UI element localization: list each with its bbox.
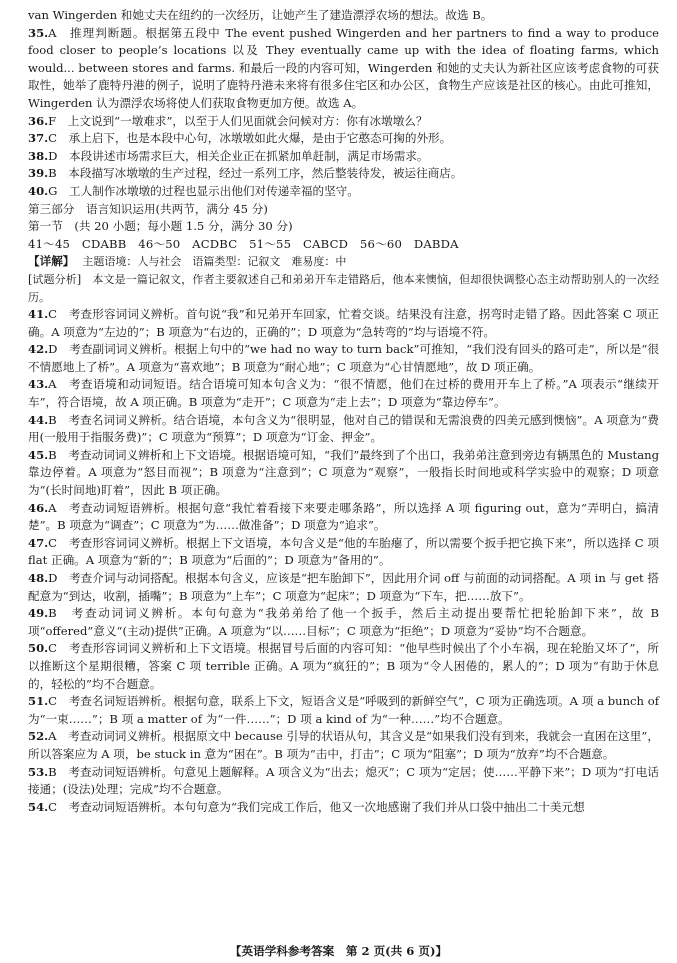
cloze-answer-text: A 考查动词短语辨析。根据句意“我忙着看接下来要走哪条路”，所以选择 A 项 figuring out，意为“弄明白，搞清楚”。B 项意为“调查”；C 项意为“为……做准备”；D 项意为“追求”。 [28,500,659,533]
cloze-answer-item [28,412,659,447]
reading-answer-text: B 本段描写冰墩墩的生产过程，经过一系列工序，然后整装待发，被运往商店。 [48,166,463,181]
cloze-answer-number: 54. [28,799,49,814]
cloze-answer-number: 53. [28,764,49,779]
cloze-answer-item [28,728,659,763]
page-content [28,7,659,816]
cloze-answer-text: D 考查介词与动词搭配。根据本句含义，应该是“把车胎卸下”，因此用介词 off 与前面的动词搭配。A 项 in 与 get 搭配意为“到达，收割，插嘴”；B 项意为“上车”；C 项意为“起床”；D 项意为“下车，把……放下”。 [28,571,659,603]
reading-answer-item [28,148,659,166]
cloze-answer-text: A 考查动词词义辨析。根据原文中 because 引导的状语从句，其含义是“如果我们没有到来，我就会一直困在这里”，所以答案应为 A 项，be stuck in 意为“困在”。B 项为“击中，打击”；C 项为“阻塞”；D 项为“放弃”均不合题意。 [28,729,659,761]
cloze-answer-text: C 考查形容词词义辨析和上下文语境。根据冒号后面的内容可知：“他早些时候出了个小车祸，现在轮胎又坏了”，所以推断这个星期很糟，答案 C 项 terrible 正确。A 项为“疯狂的”；B 项为“令人困倦的，累人的”；D 项为“有助于休息的，轻松的”均不合题意。 [28,641,659,691]
cloze-answer-number: 42. [28,342,49,357]
cloze-answer-item [28,306,659,341]
reading-answer-text: D 本段讲述市场需求巨大，相关企业正在抓紧加单赶制，满足市场需求。 [48,148,429,163]
cloze-answer-number: 45. [28,447,49,462]
cloze-answer-text: B 考查动词词义辨析和上下文语境。根据语境可知，“我们”最终到了个出口，我弟弟注意到旁边有辆黑色的 Mustang 靠边停着。A 项意为“怒目而视”；B 项意为“注意到”；C 项意为“观察”，一般指长时间地或科学实验中的观察；D 项意为“(长时间地)盯着”，因此 B 项正确。 [28,447,659,498]
cloze-answer-item [28,376,659,411]
cloze-answer-item [28,535,659,570]
answer-keys: 41～45 CDABB 46～50 ACDBC 51～55 CABCD 56～60 DABDA [28,236,459,251]
reading-answer-item [28,183,659,201]
reading-answer-text: G 工人制作冰墩墩的过程也显示出他们对传递幸福的坚守。 [48,183,359,198]
reading-answer-number: 37. [28,131,49,146]
opening-line: van Wingerden 和她丈夫在纽约的一次经历，让她产生了建造漂浮农场的想法。故选 B。 [28,8,493,22]
cloze-answer-text: B 考查动词词义辨析。本句句意为“我弟弟给了他一个扳手，然后主动提出要帮忙把轮胎卸下来”，故 B 项“offered”意义“(主动)提供”正确。A 项意为“以……目标”；C 项意为“拒绝”；D 项意为“妥协”均不合题意。 [28,606,659,638]
reading-answer-item [28,113,659,131]
section1-title: 第一节 (共 20 小题；每小题 1.5 分，满分 30 分) [28,219,293,234]
cloze-answer-number: 41. [28,307,49,322]
detail-line [28,253,659,271]
cloze-answer-list [28,306,659,816]
cloze-answer-text: C 考查形容词词义辨析。首句说“我”和兄弟开车回家，忙着交谈。结果没有注意，拐弯时走错了路。因此答案 C 项正确。A 项意为“左边的”；B 项意为“右边的，正确的”；D 项意为“急转弯的”均与语境不符。 [28,307,659,339]
cloze-answer-text: C 考查名词短语辨析。根据句意，联系上下文，短语含义是“呼吸到的新鲜空气”，C 项为正确选项。A 项 a bunch of 为“一束……”；B 项 a matter of 为“一件……”；D 项 a kind of 为“一种……”均不合题意。 [28,694,659,726]
cloze-answer-text: C 考查动词短语辨析。本句句意为“我们完成工作后，他又一次地感谢了我们并从口袋中抽出二十美元想 [48,799,585,814]
cloze-answer-number: 46. [28,500,49,515]
reading-answer-list [28,25,659,201]
reading-answer-item [28,25,659,113]
reading-answer-item [28,165,659,183]
cloze-answer-number: 50. [28,641,49,656]
cloze-answer-item [28,605,659,640]
cloze-answer-text: D 考查副词词义辨析。根据上句中的“we had no way to turn back”可推知，“我们没有回头的路可走”，所以是“很不情愿地上了桥”。A 项意为“喜欢地”；B 项意为“耐心地”；C 项意为“心甘情愿地”，故 D 项正确。 [28,342,659,374]
cloze-answer-number: 47. [28,535,49,550]
cloze-answer-number: 43. [28,377,49,392]
reading-answer-text: A 推理判断题。根据第五段中 The event pushed Wingerden and her partners to find a way to produce food closer to people’s locations 以及 They eventually came up with the idea of floating farms, which would... between stores and farms. 和最后一段的内容可知，Wingerden 和她的丈夫认为新社区应该考虑食物的可获取性，她举了鹿特丹港的例子，说明了鹿特丹港未来将有很多住宅区和办公区，食物生产应该是社区的核心。由此可推知，Wingerden 认为漂浮农场将使人们获取食物更加方便。故选 A。 [28,25,659,110]
cloze-answer-item [28,693,659,728]
cloze-answer-item [28,799,659,817]
cloze-answer-text: C 考查形容词词义辨析。根据上下文语境，本句含义是“他的车胎瘪了，所以需要个扳手把它换下来”，所以选择 C 项 flat 正确。A 项意为“新的”；B 项意为“后面的”；D 项意为“备用的”。 [28,535,659,568]
reading-answer-number: 36. [28,113,49,128]
cloze-answer-item [28,570,659,605]
reading-answer-number: 38. [28,148,49,163]
reading-answer-number: 40. [28,183,49,198]
analysis-paragraph [28,271,659,306]
cloze-answer-text: B 考查名词词义辨析。结合语境，本句含义为“很明显，他对自己的错误和无需浪费的四美元感到懊恼”。A 项意为“费用(一般用于指服务费)”；C 项意为“预算”；D 项意为“订金、押金”。 [28,412,659,445]
cloze-answer-item [28,447,659,500]
cloze-answer-text: A 考查语境和动词短语。结合语境可知本句含义为：“很不情愿，他们在过桥的费用开车上了桥。”A 项表示“继续开车”，符合语境，故 A 项正确。B 项意为“走开”；C 项意为“走上去”；D 项意为“靠边停车”。 [28,377,659,410]
cloze-answer-number: 51. [28,694,49,709]
detail-tag: 【详解】 [28,254,75,269]
reading-answer-text: F 上文说到“一墩难求”，以至于人们见面就会问候对方：你有冰墩墩么？ [48,113,428,128]
detail-meta: 主题语境：人与社会 语篇类型：记叙文 难易度：中 [82,255,347,269]
page-footer: 【英语学科参考答案 第 2 页(共 6 页)】 [229,944,448,958]
cloze-answer-number: 52. [28,729,49,744]
analysis-text: 本文是一篇记叙文，作者主要叙述自己和弟弟开车走错路后，他本来懊恼，但却很快调整心态主动帮助别人的一次经历。 [28,272,660,304]
cloze-answer-item [28,341,659,376]
cloze-answer-number: 49. [28,606,49,621]
reading-answer-item [28,130,659,148]
section3-title: 第三部分 语言知识运用(共两节，满分 45 分) [28,201,268,216]
cloze-answer-item [28,640,659,693]
cloze-answer-item [28,764,659,799]
cloze-answer-text: B 考查动词短语辨析。句意见上题解释。A 项含义为“出去；熄灭”；C 项为“定居；使……平静下来”；D 项为“打电话接通；(设法)处理；完成”均不合题意。 [28,764,659,797]
reading-answer-text: C 承上启下，也是本段中心句，冰墩墩如此火爆，是由于它憨态可掬的外形。 [48,131,452,146]
analysis-tag: [试题分析] [28,272,82,286]
reading-answer-number: 35. [28,25,49,40]
reading-answer-number: 39. [28,166,49,181]
cloze-answer-number: 44. [28,412,49,427]
cloze-answer-number: 48. [28,571,49,585]
cloze-answer-item [28,500,659,535]
